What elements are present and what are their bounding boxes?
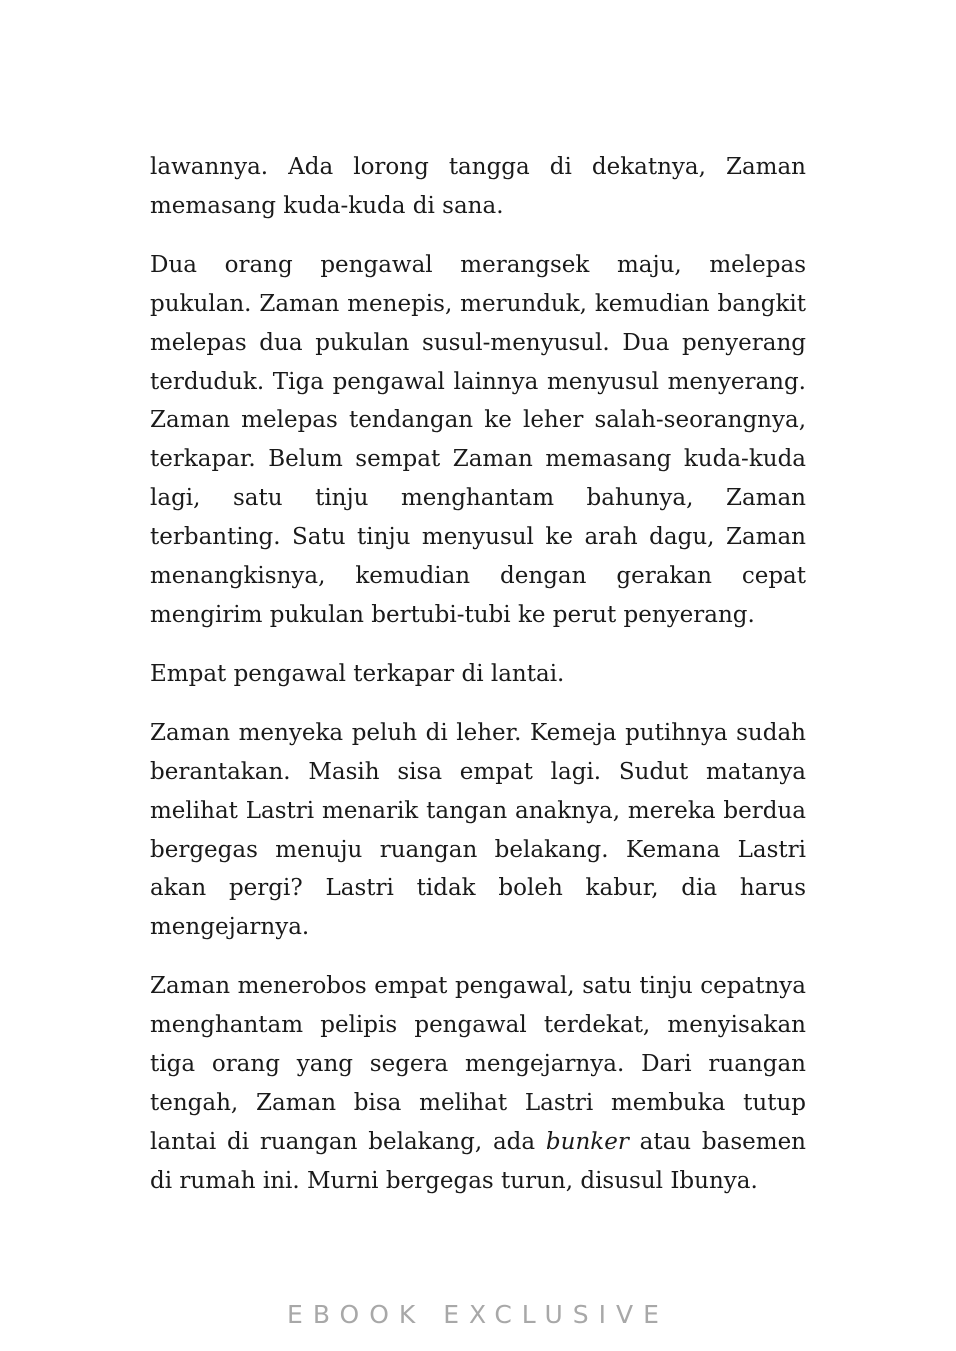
page-body [150,148,806,1221]
paragraph-5-italic-word: bunker [545,1128,629,1155]
ebook-exclusive-footer: EBOOK EXCLUSIVE [287,1300,669,1329]
paragraph-5 [150,967,806,1200]
paragraph-4: Zaman menyeka peluh di leher. Kemeja putihnya sudah berantakan. Masih sisa empat lagi. Sudut matanya melihat Lastri menarik tangan anaknya, mereka berdua bergegas menuju ruangan belakang. Kemana Lastri akan pergi? Lastri tidak boleh kabur, dia harus mengejarnya. [150,719,806,941]
paragraph-5-text-before: Zaman menerobos empat pengawal, satu tinju cepatnya menghantam pelipis pengawal terdekat, menyisakan tiga orang yang segera mengejarnya. Dari ruangan tengah, Zaman bisa melihat Lastri membuka tutup lantai di ruangan belakang, ada [150,973,806,1155]
paragraph-1: lawannya. Ada lorong tangga di dekatnya, Zaman memasang kuda-kuda di sana. [150,154,806,219]
paragraph-5-text-after: atau basemen di rumah ini. Murni bergegas turun, disusul Ibunya. [150,1128,806,1194]
paragraph-2: Dua orang pengawal merangsek maju, melepas pukulan. Zaman menepis, merunduk, kemudian bangkit melepas dua pukulan susul-menyusul. Dua penyerang terduduk. Tiga pengawal lainnya menyusul menyerang. Zaman melepas tendangan ke leher salah-seorangnya, terkapar. Belum sempat Zaman memasang kuda-kuda lagi, satu tinju menghantam bahunya, Zaman terbanting. Satu tinju menyusul ke arah dagu, Zaman menangkisnya, kemudian dengan gerakan cepat mengirim pukulan bertubi-tubi ke perut penyerang. [150,251,806,628]
paragraph-3: Empat pengawal terkapar di lantai. [150,660,565,687]
